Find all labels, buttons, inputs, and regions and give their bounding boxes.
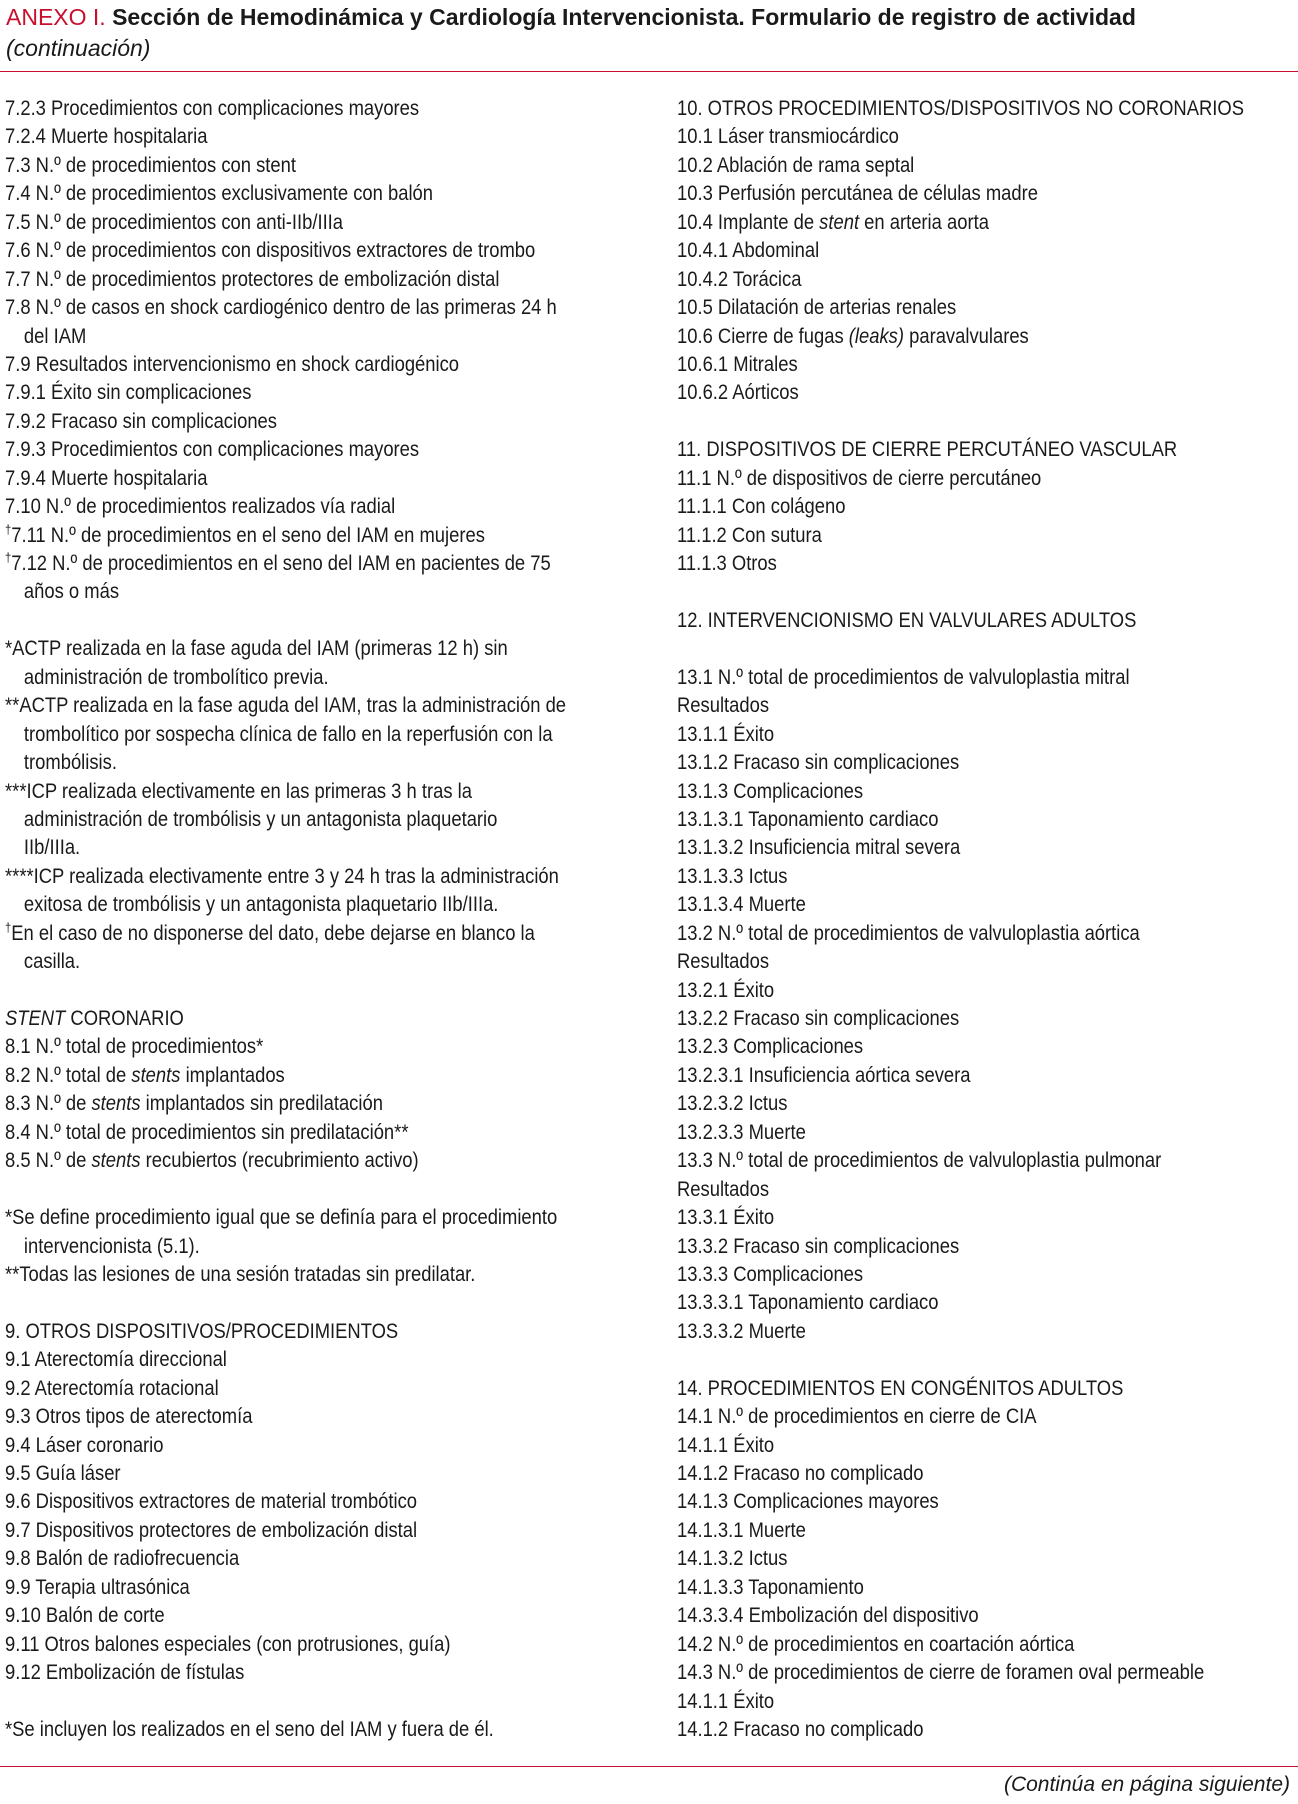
footnote: *Se define procedimiento igual que se definía para el procedimiento [5,1205,558,1230]
footnote: ****ICP realizada electivamente entre 3 y 24 h tras la administración [5,863,559,888]
list-item-text: 7.11 N.º de procedimientos en el seno del IAM en mujeres [11,522,485,547]
subtitle: (continuación) [6,35,151,61]
footnote: *ACTP realizada en la fase aguda del IAM (primeras 12 h) sin [5,636,508,661]
list-item: 11.1.1 Con colágeno [677,494,846,519]
list-item: 10.6 Cierre de fugas (leaks) paravalvulares [677,323,1029,348]
list-item: 14.1 N.º de procedimientos en cierre de CIA [677,1404,1037,1429]
list-item: 9.12 Embolización de fístulas [5,1660,245,1685]
list-item: 9.4 Láser coronario [5,1432,164,1457]
list-item: 7.9.4 Muerte hospitalaria [5,465,208,490]
list-item-text: 7.12 N.º de procedimientos en el seno del IAM en pacientes de 75 [11,551,551,575]
list-item: 9.8 Balón de radiofrecuencia [5,1546,240,1571]
list-item: 7.10 N.º de procedimientos realizados vía radial [5,494,396,519]
title-text: Sección de Hemodinámica y Cardiología Intervencionista. Formulario de registro de actividad [112,4,1136,30]
list-item: 14.3 N.º de procedimientos de cierre de foramen oval permeable [677,1660,1205,1685]
list-item: 13.1.3.1 Taponamiento cardiaco [677,806,939,831]
footnote-continued: trombólisis. [23,750,117,775]
spacer [5,1687,633,1715]
list-item: Resultados [677,949,770,974]
footnote: *Se incluyen los realizados en el seno del IAM y fuera de él. [5,1716,494,1741]
list-item: 8.3 N.º de stents implantados sin predilatación [5,1091,383,1116]
italic-term: (leaks) [848,323,904,348]
list-item: 14.1.2 Fracaso no complicado [677,1716,924,1741]
list-item: 9.5 Guía láser [5,1461,121,1485]
footnote: ***ICP realizada electivamente en las primeras 3 h tras la [5,778,472,803]
list-item: 8.5 N.º de stents recubiertos (recubrimiento activo) [5,1148,419,1173]
list-item: 9.9 Terapia ultrasónica [5,1574,190,1599]
list-item: 13.1.2 Fracaso sin complicaciones [677,750,960,775]
footnote: **Todas las lesiones de una sesión tratadas sin predilatar. [5,1261,476,1286]
bottom-divider [0,1766,1298,1767]
list-item: Resultados [677,693,770,718]
section-heading: 9. OTROS DISPOSITIVOS/PROCEDIMIENTOS [5,1318,399,1343]
list-item: Resultados [677,1176,770,1201]
list-item: 14.1.3.3 Taponamiento [677,1574,864,1599]
list-item: 7.9.1 Éxito sin complicaciones [5,380,252,405]
list-item: 10.6.2 Aórticos [677,380,799,405]
page-header [6,2,1291,63]
spacer [677,634,1298,662]
list-item: 13.2.3.1 Insuficiencia aórtica severa [677,1062,971,1087]
list-item: 7.2.3 Procedimientos con complicaciones mayores [5,96,420,120]
list-item: 10.1 Láser transmiocárdico [677,124,899,149]
dagger-mark: † [5,919,12,935]
list-item: 7.7 N.º de procedimientos protectores de embolización distal [5,266,500,291]
list-item: 13.3.3 Complicaciones [677,1261,864,1286]
list-item: 13.3.3.1 Taponamiento cardiaco [677,1290,939,1315]
list-item: 7.9 Resultados intervencionismo en shock cardiogénico [5,351,460,376]
list-item: 13.2.3.2 Ictus [677,1091,788,1116]
list-item: 9.11 Otros balones especiales (con protrusiones, guía) [5,1631,451,1656]
list-item: 9.1 Aterectomía direccional [5,1347,227,1372]
list-item: 8.1 N.º total de procedimientos* [5,1034,264,1059]
spacer [5,1175,633,1203]
list-item: 7.9.3 Procedimientos con complicaciones mayores [5,437,420,462]
dagger-mark: † [5,549,12,565]
list-item: 13.2.1 Éxito [677,977,775,1002]
list-item: 8.4 N.º total de procedimientos sin predilatación** [5,1119,409,1144]
section-heading: STENT CORONARIO [5,1006,184,1030]
list-item: 10.3 Perfusión percutánea de células madre [677,181,1038,206]
list-item: 13.1.3 Complicaciones [677,778,864,803]
footnote-text: En el caso de no disponerse del dato, debe dejarse en blanco la [11,920,535,945]
list-item: 9.6 Dispositivos extractores de material trombótico [5,1489,418,1514]
spacer [677,577,1298,605]
list-item: 9.10 Balón de corte [5,1603,165,1628]
footnote: **ACTP realizada en la fase aguda del IAM, tras la administración de [5,693,567,718]
footnote-dagger [5,919,633,947]
right-column [677,94,1298,1743]
list-item: 14.1.2 Fracaso no complicado [677,1461,924,1485]
list-item: 14.1.3 Complicaciones mayores [677,1489,939,1514]
list-item: 7.9.2 Fracaso sin complicaciones [5,408,277,433]
list-item: 13.1.1 Éxito [677,721,775,746]
list-item-dagger [5,549,633,577]
list-item: 10.2 Ablación de rama septal [677,152,915,177]
list-item: 13.1.3.4 Muerte [677,892,806,917]
list-item: 10.5 Dilatación de arterias renales [677,295,957,320]
list-item: 7.3 N.º de procedimientos con stent [5,152,297,177]
list-item: 11.1.2 Con sutura [677,522,822,547]
section-heading: 10. OTROS PROCEDIMIENTOS/DISPOSITIVOS NO CORONARIOS [677,96,1244,120]
list-item: 9.3 Otros tipos de aterectomía [5,1404,253,1429]
spacer [5,1288,633,1316]
list-item: 14.1.1 Éxito [677,1688,775,1713]
italic-term: STENT [5,1006,66,1030]
list-item: 7.8 N.º de casos en shock cardiogénico dentro de las primeras 24 h [5,295,557,320]
annex-label: ANEXO I. [6,4,106,30]
list-item: 11.1.3 Otros [677,551,777,575]
footnote-continued: exitosa de trombólisis y un antagonista plaquetario IIb/IIIa. [23,892,499,917]
list-item: 14.1.3.1 Muerte [677,1517,806,1542]
spacer [5,606,633,634]
list-item: 10.6.1 Mitrales [677,351,798,376]
italic-term: stent [819,209,860,234]
list-item: 7.5 N.º de procedimientos con anti-IIb/IIIa [5,209,344,234]
footnote-continued: IIb/IIIa. [23,835,81,860]
list-item: 8.2 N.º total de stents implantados [5,1062,285,1087]
list-item: 10.4 Implante de stent en arteria aorta [677,209,989,234]
list-item: 14.3.3.4 Embolización del dispositivo [677,1603,979,1628]
list-item: 7.6 N.º de procedimientos con dispositivos extractores de trombo [5,238,536,263]
list-item: 13.2.3.3 Muerte [677,1119,806,1144]
list-item: 13.3 N.º total de procedimientos de valvuloplastia pulmonar [677,1148,1162,1173]
list-item: 13.3.2 Fracaso sin complicaciones [677,1233,960,1258]
list-item: 13.1.3.2 Insuficiencia mitral severa [677,835,961,860]
footnote-continued: trombolítico por sospecha clínica de fallo en la reperfusión con la [23,721,553,746]
list-item: 14.1.3.2 Ictus [677,1546,788,1571]
list-item: 7.2.4 Muerte hospitalaria [5,124,208,149]
spacer [677,1345,1298,1373]
spacer [677,407,1298,435]
annex-title [6,2,1291,33]
list-item-continued: años o más [23,579,120,604]
italic-term: stents [91,1091,141,1116]
list-item: 13.3.1 Éxito [677,1205,775,1230]
list-item: 13.1.3.3 Ictus [677,863,788,888]
section-heading: 12. INTERVENCIONISMO EN VALVULARES ADULTOS [677,607,1137,632]
list-item: 14.2 N.º de procedimientos en coartación aórtica [677,1631,1075,1656]
list-item: 9.7 Dispositivos protectores de embolización distal [5,1517,418,1542]
footnote-continued: casilla. [23,949,81,974]
list-item: 9.2 Aterectomía rotacional [5,1375,219,1400]
section-heading: 14. PROCEDIMIENTOS EN CONGÉNITOS ADULTOS [677,1375,1124,1400]
list-item: 10.4.2 Torácica [677,266,802,291]
list-item: 10.4.1 Abdominal [677,238,820,263]
list-item: 14.1.1 Éxito [677,1432,775,1457]
italic-term: stents [91,1148,141,1173]
dagger-mark: † [5,521,12,537]
list-item: 11.1 N.º de dispositivos de cierre percutáneo [677,465,1042,490]
footnote-continued: intervencionista (5.1). [23,1233,200,1258]
list-item-continued: del IAM [23,323,87,348]
section-heading: 11. DISPOSITIVOS DE CIERRE PERCUTÁNEO VASCULAR [677,437,1178,462]
list-item: 13.2.2 Fracaso sin complicaciones [677,1006,960,1030]
list-item: 13.2 N.º total de procedimientos de valvuloplastia aórtica [677,920,1140,945]
continuation-note: (Continúa en página siguiente) [1003,1773,1290,1796]
list-item: 7.4 N.º de procedimientos exclusivamente con balón [5,181,434,206]
footnote-continued: administración de trombolítico previa. [23,664,329,689]
list-item-dagger [5,521,633,549]
left-column [5,94,633,1743]
footnote-continued: administración de trombólisis y un antagonista plaquetario [23,806,498,831]
top-divider [0,71,1298,72]
spacer [5,976,633,1004]
list-item: 13.1 N.º total de procedimientos de valvuloplastia mitral [677,664,1130,689]
list-item: 13.2.3 Complicaciones [677,1034,864,1059]
list-item: 13.3.3.2 Muerte [677,1318,806,1343]
italic-term: stents [131,1062,181,1087]
